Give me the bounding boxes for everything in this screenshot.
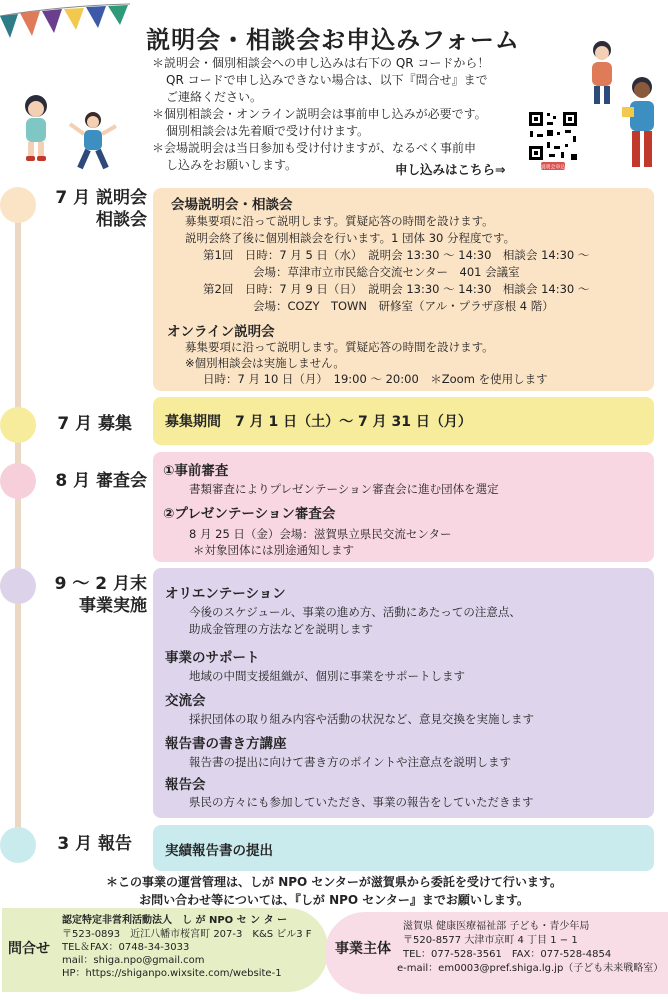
phase-label: 事業実施 <box>79 596 147 616</box>
orientation-heading: オリエンテーション <box>165 586 286 602</box>
organizer-org: 滋賀県 健康医療福祉部 子ども・青少年局 <box>403 921 590 932</box>
page-title: 説明会・相談会お申込みフォーム <box>146 26 520 54</box>
venue-desc: 募集要項に沿って説明します。質疑応答の時間を設けます。 <box>185 214 494 228</box>
contact-label: 問合せ <box>8 941 50 957</box>
pre-review-heading: ①事前審査 <box>163 463 229 479</box>
intro-notes <box>152 55 527 174</box>
support-desc: 地域の中間支援組織が、個別に事業をサポートします <box>189 669 465 683</box>
report-course-heading: 報告書の書き方講座 <box>165 736 287 752</box>
boy-illustration <box>66 110 120 174</box>
presentation-date: 8 月 25 日（金）会場：滋賀県立県民交流センター <box>189 527 452 541</box>
qr-caption: 説明会申込 <box>540 164 566 170</box>
phase-implementation <box>30 573 147 617</box>
phase-label: 7 月 説明会 <box>55 188 147 208</box>
orientation-desc: 今後のスケジュール、事業の進め方、活動にあたっての注意点、 <box>189 605 521 619</box>
intro-line: ＊個別相談会・オンライン説明会は事前申し込みが必要です。 <box>152 107 487 121</box>
organizer-address: 〒520-8577 大津市京町 4 丁目 1 − 1 <box>403 935 578 946</box>
intro-line: ご連絡ください。 <box>166 90 263 104</box>
report-meeting-heading: 報告会 <box>165 777 206 793</box>
inquiry-note: お問い合わせ等については、『しが NPO センター』までお願いします。 <box>139 893 529 907</box>
report-meeting-desc: 県民の方々にも参加していただき、事業の報告をしていただきます <box>189 795 534 809</box>
phase-aug-review: 8 月 審査会 <box>55 471 147 491</box>
contact-panel <box>2 908 328 992</box>
contact-telfax: TEL＆FAX：0748-34-3033 <box>62 942 190 953</box>
organizer-panel <box>325 912 668 994</box>
intro-line: QR コードで申し込みできない場合は、以下『問合せ』まで <box>166 73 488 87</box>
intro-line: ＊説明会・個別相談会への申し込みは右下の QR コードから！ <box>152 56 490 70</box>
report-content: 実績報告書の提出 <box>165 843 273 859</box>
pre-review-desc: 書類審査によりプレゼンテーション審査会に進む団体を選定 <box>189 482 499 496</box>
phase-label: 相談会 <box>96 210 147 230</box>
boy-illustration-right <box>620 75 664 175</box>
organizer-label: 事業主体 <box>335 941 391 957</box>
presentation-heading: ②プレゼンテーション審査会 <box>163 506 336 522</box>
apply-link[interactable]: 申し込みはこちら⇒ <box>395 162 506 177</box>
exchange-heading: 交流会 <box>165 693 206 709</box>
online-desc: 募集要項に沿って説明します。質疑応答の時間を設けます。 <box>185 340 494 354</box>
venue-desc: 説明会終了後に個別相談会を行います。1 団体 30 分程度です。 <box>185 231 516 245</box>
intro-line: ＊会場説明会は当日参加も受け付けますが、なるべく事前申 <box>152 141 477 155</box>
organizer-telfax: TEL：077-528-3561 FAX：077-528-4854 <box>403 949 612 960</box>
online-date: 日時：7 月 10 日（月） 19:00 ～ 20:00 ＊Zoom を使用します <box>203 372 548 386</box>
july-briefing-box <box>153 188 654 391</box>
session-1-date: 第1回 日時：7 月 5 日（水） 説明会 13:30 ～ 14:30 相談会 14:30 ～ <box>203 248 590 262</box>
orientation-desc: 助成金管理の方法などを説明します <box>189 622 373 636</box>
session-1-venue: 会場：草津市立市民総合交流センター 401 会議室 <box>253 265 520 279</box>
aug-review-box <box>153 452 654 562</box>
girl-illustration <box>14 92 58 162</box>
intro-line: 個別相談会は先着順で受け付けます。 <box>166 124 370 138</box>
contact-org: 認定特定非営利活動法人 し が NPO セ ン タ ー <box>62 915 288 926</box>
session-2-date: 第2回 日時：7 月 9 日（日） 説明会 13:30 ～ 14:30 相談会 14:30 ～ <box>203 282 590 296</box>
report-course-desc: 報告書の提出に向けて書き方のポイントや注意点を説明します <box>189 755 511 769</box>
phase-label: 9 ～ 2 月末 <box>54 574 147 594</box>
qr-code[interactable] <box>527 110 579 170</box>
exchange-desc: 採択団体の取り組み内容や活動の状況など、意見交換を実施します <box>189 712 534 726</box>
session-2-venue: 会場：COZY TOWN 研修室（アル・プラザ彦根 4 階） <box>253 299 554 313</box>
contact-homepage[interactable]: HP：https://shiganpo.wixsite.com/website-1 <box>62 968 282 979</box>
implementation-box <box>153 568 654 818</box>
phase-july-briefing <box>30 187 147 231</box>
management-note: ＊この事業の運営管理は、しが NPO センターが滋賀県から委託を受けて行います。 <box>106 875 562 889</box>
phase-july-recruit: 7 月 募集 <box>57 414 132 434</box>
presentation-note: ＊対象団体には別途通知します <box>193 543 354 557</box>
intro-line: し込みをお願いします。 <box>166 158 298 172</box>
organizer-mail[interactable]: e-mail：em0003@pref.shiga.lg.jp（子ども未来戦略室） <box>397 963 664 974</box>
girl-illustration-right <box>585 40 619 110</box>
online-desc: ※個別相談会は実施しません。 <box>185 356 345 370</box>
recruit-period: 募集期間 7 月 1 日（土）～ 7 月 31 日（月） <box>165 414 472 430</box>
timeline-line <box>15 200 21 840</box>
march-report-box <box>153 825 654 871</box>
contact-mail[interactable]: mail：shiga.npo@gmail.com <box>62 955 205 966</box>
phase-march-report: 3 月 報告 <box>57 834 132 854</box>
contact-address: 〒523-0893 近江八幡市桜宮町 207-3 K&S ビル3 F <box>62 929 312 940</box>
online-heading: オンライン説明会 <box>167 324 275 340</box>
support-heading: 事業のサポート <box>165 650 260 666</box>
venue-heading: 会場説明会・相談会 <box>171 197 293 213</box>
july-recruit-box <box>153 397 654 445</box>
